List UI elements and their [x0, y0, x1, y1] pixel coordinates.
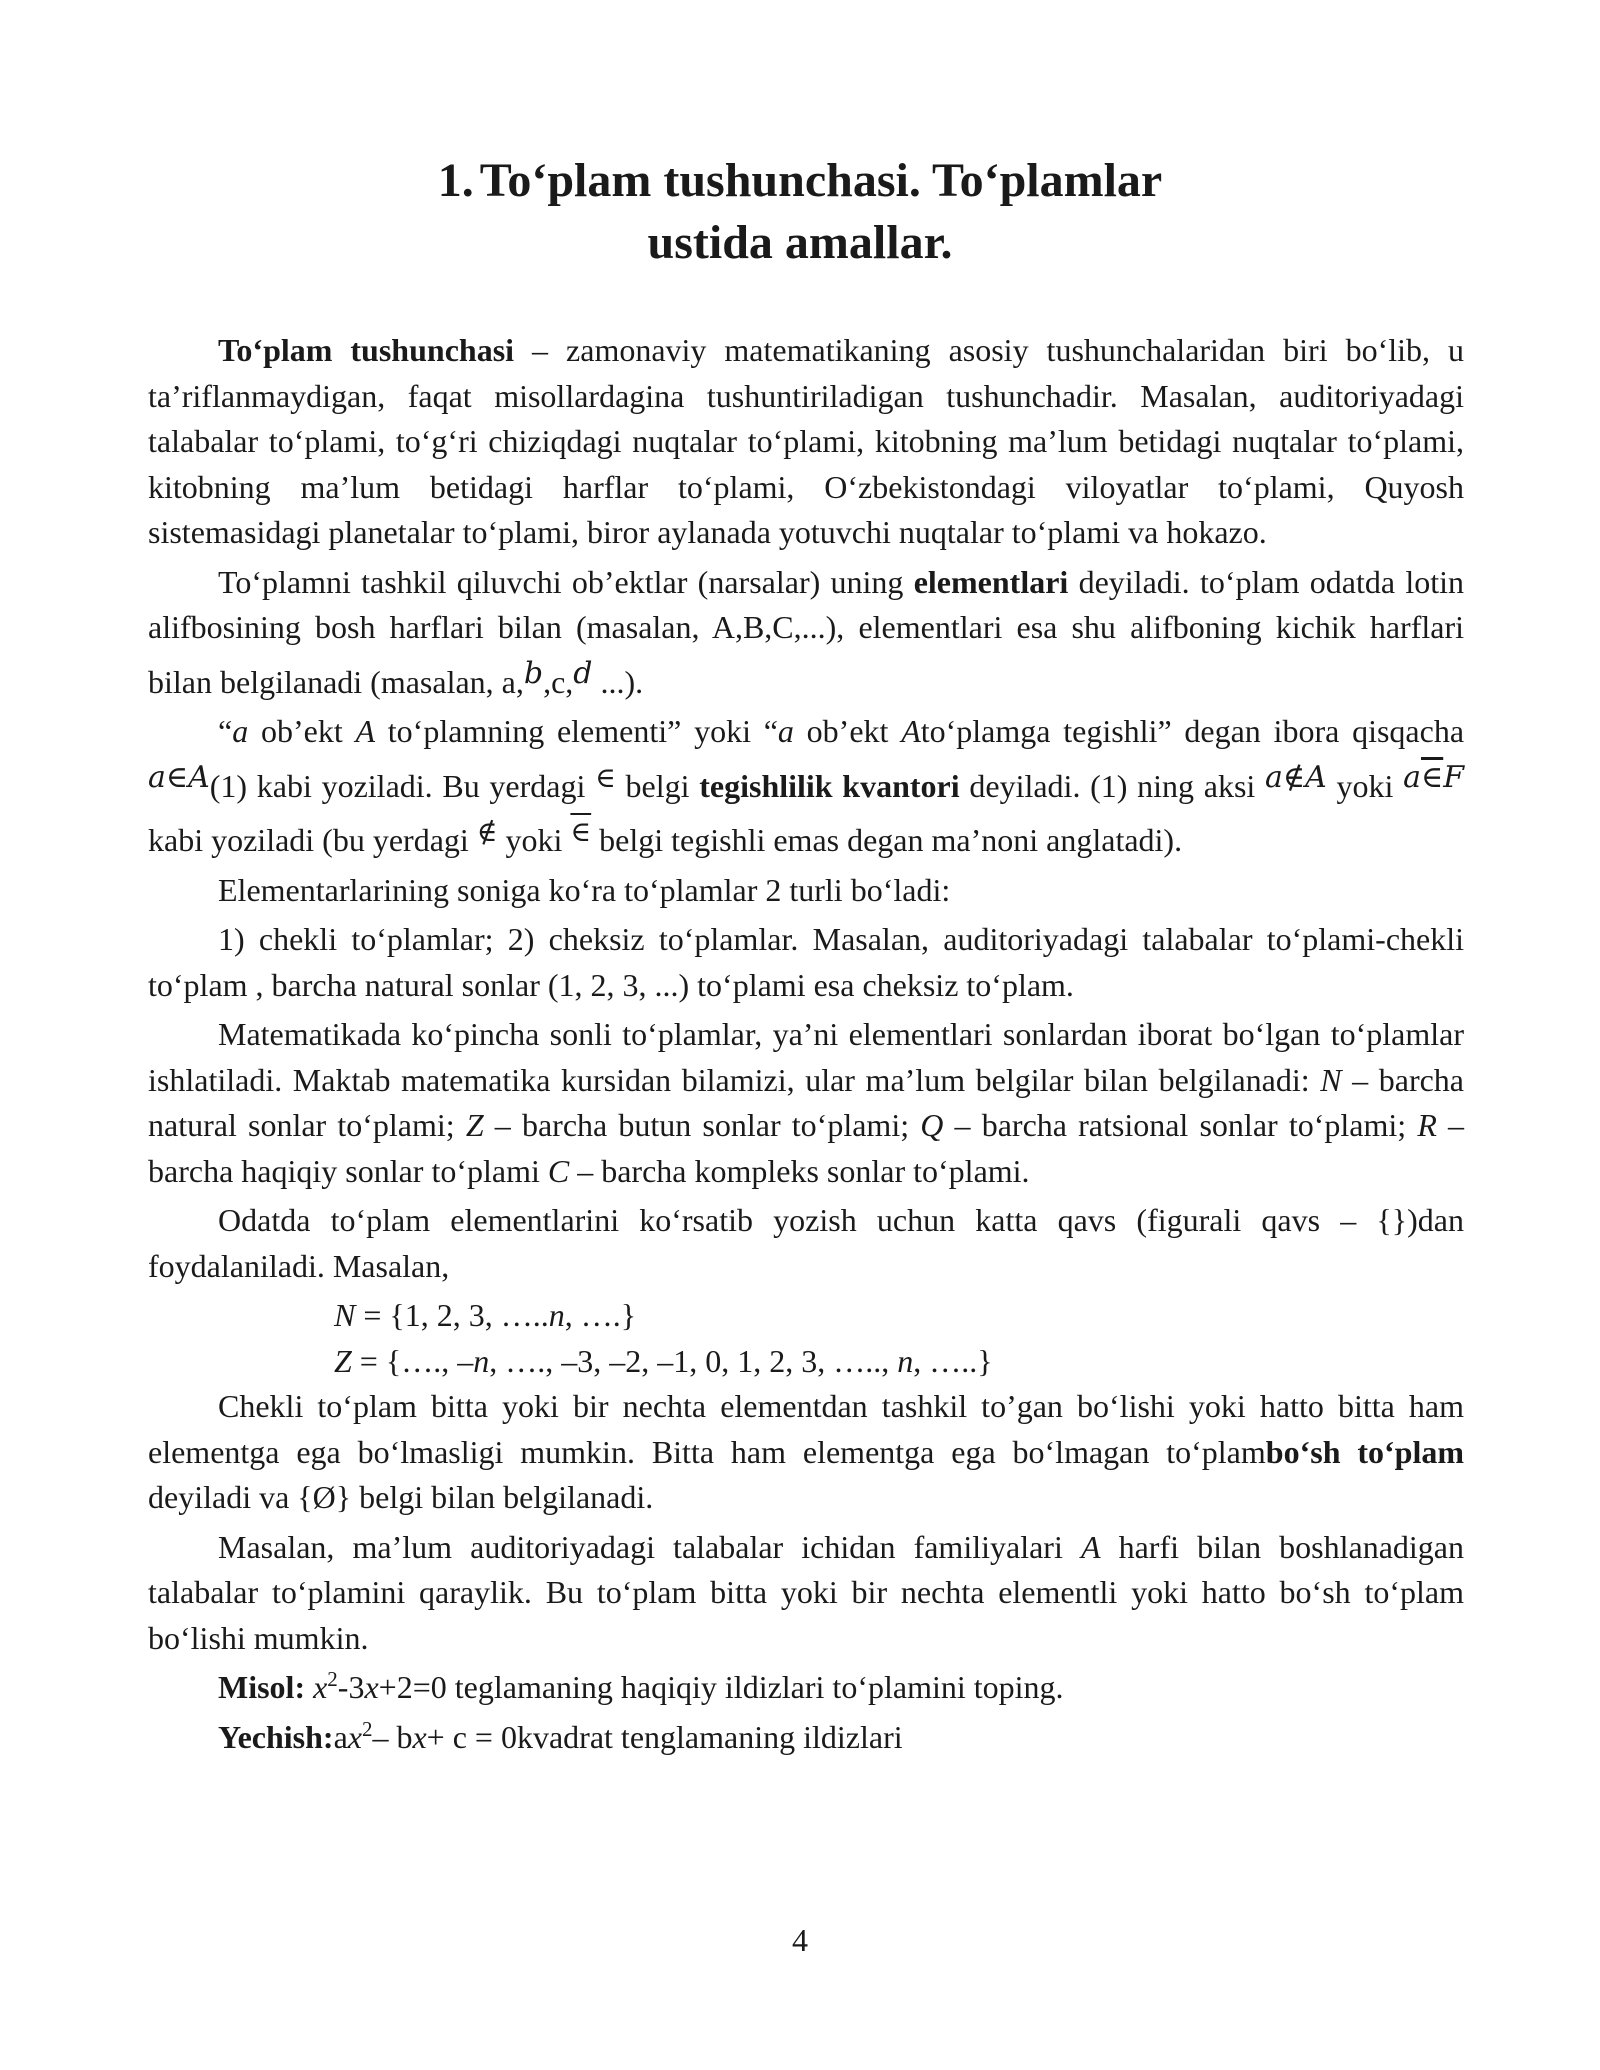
p3-text: yoki	[1326, 767, 1404, 804]
math-a: a	[777, 713, 794, 749]
formula-text: , …., –3, –2, –1, 0, 1, 2, 3, …..,	[489, 1342, 898, 1379]
p3-text: to‘plamga tegishli” degan ibora qisqacha	[920, 713, 1465, 749]
term-elementlari: elementlari	[913, 563, 1069, 600]
p6-text: – barcha kompleks sonlar to‘plami.	[569, 1152, 1030, 1189]
set-R: R	[1417, 1107, 1437, 1143]
formula-a-not-in-A: a∉A	[1265, 759, 1327, 795]
formula-text: = {1, 2, 3, …..	[355, 1297, 549, 1333]
p3-text: deyiladi. (1) ning aksi	[959, 767, 1266, 804]
p9-text: harfi bilan boshlanadigan talabalar to‘plamini qaraylik. Bu to‘plam bitta yoki bir nechta elementli yoki hatto bo‘sh to‘plam bo‘lishi mumkin.	[148, 1528, 1465, 1656]
math-a: a	[232, 713, 249, 749]
example-label: Misol:	[218, 1669, 306, 1705]
p6-text: – barcha natural sonlar to‘plami;	[148, 1061, 1465, 1143]
title-number: 1.	[437, 154, 474, 207]
p3-text: belgi	[615, 767, 700, 804]
math-x: x	[347, 1718, 362, 1755]
p2-text-b: deyiladi. to‘plam odatda lotin alifbosining bosh harflari bilan (masalan, A,B,C,...), elementlari esa shu alifboning kichik harflari bilan belgilanadi (masalan, a,	[148, 563, 1464, 700]
paragraph-6	[148, 1012, 1464, 1194]
paragraph-5: 1) chekli to‘plamlar; 2) cheksiz to‘plamlar. Masalan, auditoriyadagi talabalar to‘plami-chekli to‘plam , barcha natural sonlar (1, 2, 3, ...) to‘plami esa cheksiz to‘plam.	[148, 921, 1464, 1003]
p2-text-a: To‘plamni tashkil qiluvchi ob’ektlar (narsalar) uning	[218, 563, 914, 600]
element-of-symbol: ∈	[595, 760, 616, 794]
set-C: C	[547, 1152, 570, 1189]
solution-line	[148, 1715, 1464, 1761]
math-x: x	[364, 1669, 379, 1705]
term-tegishlilik-kvantori: tegishlilik kvantori	[699, 767, 960, 804]
solution-text: – b	[372, 1718, 413, 1755]
paragraph-3	[148, 709, 1464, 864]
math-b: b	[523, 655, 544, 691]
p3-text: kabi yoziladi (bu yerdagi	[148, 822, 477, 858]
p3-text: to‘plamning elementi” yoki “	[375, 713, 778, 749]
formula-a-overbar-in-F	[1403, 760, 1464, 795]
formula-text: , ….}	[564, 1297, 637, 1333]
exponent: 2	[361, 1716, 373, 1741]
p6-text: – barcha ratsional sonlar to‘plami;	[943, 1107, 1418, 1143]
p3-text: (1) kabi yoziladi. Bu yerdagi	[209, 767, 596, 804]
solution-text: a	[333, 1718, 348, 1755]
not-element-of-symbol: ∉	[476, 815, 498, 848]
p2-text-d: ...).	[592, 663, 644, 700]
term-bosh-toplam: bo‘sh to‘plam	[1265, 1433, 1465, 1470]
p6-text: – barcha butun sonlar to‘plami;	[483, 1107, 921, 1143]
math-n: n	[473, 1342, 490, 1379]
title-text-1: To‘plam tushunchasi. To‘plamlar	[479, 154, 1163, 207]
math-n: n	[548, 1297, 565, 1333]
set-Z: Z	[334, 1342, 352, 1379]
solution-label: Yechish:	[218, 1718, 334, 1755]
p8-text: Chekli to‘plam bitta yoki bir nechta elementdan tashkil to’gan bo‘lishi yoki hatto bitta ham elementga ega bo‘lmasligi mumkin. Bitta ham elementga ega bo‘lmagan to‘plam	[148, 1388, 1464, 1470]
set-N: N	[334, 1297, 356, 1333]
set-N: N	[1320, 1061, 1342, 1098]
set-Q: Q	[920, 1107, 944, 1143]
p6-text: – barcha haqiqiy sonlar to‘plami	[148, 1107, 1465, 1189]
paragraph-4: Elementarlarining soniga ko‘ra to‘plamlar 2 turli bo‘ladi:	[218, 871, 951, 908]
p3-quote: “	[218, 713, 233, 749]
term-toplam-tushunchasi: To‘plam tushunchasi	[218, 332, 515, 368]
math-a: a	[1403, 759, 1421, 795]
exponent: 2	[327, 1667, 338, 1691]
example-line	[148, 1665, 1464, 1711]
formula-Z	[148, 1339, 1464, 1385]
paragraph-7: Odatda to‘plam elementlarini ko‘rsatib yozish uchun katta qavs (figurali qavs – {})dan foydalaniladi. Masalan,	[148, 1202, 1464, 1284]
paragraph-1	[148, 328, 1464, 556]
p6-text: Matematikada ko‘pincha sonli to‘plamlar, ya’ni elementlari sonlardan iborat bo‘lgan to‘plamlar ishlatiladi. Maktab matematika kursidan bilamizi, ular ma’lum belgilar bilan belgilanadi:	[148, 1016, 1464, 1098]
paragraph-9	[148, 1525, 1464, 1662]
example-text: +2=0 teglamaning haqiqiy ildizlari to‘plamini toping.	[378, 1669, 1064, 1705]
math-x: x	[313, 1669, 328, 1705]
paragraph-2	[148, 560, 1464, 706]
paragraph-8	[148, 1384, 1464, 1521]
title-line-2: ustida amallar.	[647, 216, 953, 269]
math-n: n	[897, 1342, 914, 1379]
math-d: d	[573, 655, 593, 691]
example-text: -3	[337, 1669, 365, 1705]
p3-text: ob’ekt	[793, 713, 902, 749]
formula-a-in-A: a∈A	[148, 759, 210, 795]
math-A: A	[355, 713, 376, 749]
overbar-element-of: ∈	[1421, 759, 1444, 795]
math-A: A	[1080, 1528, 1101, 1565]
page-title	[0, 150, 1600, 274]
p9-text: Masalan, ma’lum auditoriyadagi talabalar ichidan familiyalari	[218, 1528, 1081, 1565]
formula-text: , …..}	[913, 1342, 993, 1379]
formula-text: = {…., –	[351, 1342, 474, 1379]
body-text	[148, 328, 1464, 1764]
set-Z: Z	[465, 1107, 484, 1143]
math-F: F	[1443, 759, 1465, 795]
p8-text: deyiladi va {Ø} belgi bilan belgilanadi.	[148, 1479, 654, 1515]
paragraph-1-text: – zamonaviy matematikaning asosiy tushunchalaridan biri bo‘lib, u ta’riflanmaydigan, faqat misollardagina tushuntiriladigan tushunchadir. Masalan, auditoriyadagi talabalar to‘plami, to‘g‘ri chiziqdagi nuqtalar to‘plami, kitobning ma’lum betidagi nuqtalar to‘plami, kitobning ma’lum betidagi harflar to‘plami, O‘zbekistondagi viloyatlar to‘plami, Quyosh sistemasidagi planetalar to‘plami, biror aylanada yotuvchi nuqtalar to‘plami va hokazo.	[148, 332, 1465, 550]
math-x: x	[412, 1718, 427, 1755]
overbar-element-of-symbol: ∈	[570, 815, 592, 848]
title-line-1	[0, 150, 1600, 212]
p2-text-c: ,c,	[543, 663, 574, 700]
p3-text: ob’ekt	[248, 713, 356, 749]
formula-N	[148, 1293, 1464, 1339]
math-A: A	[901, 713, 921, 749]
solution-text: + c = 0kvadrat tenglamaning ildizlari	[426, 1718, 903, 1755]
p3-text: belgi tegishli emas degan ma’noni anglatadi).	[591, 822, 1183, 858]
page-number: 4	[792, 1922, 808, 1958]
p3-text: yoki	[497, 822, 571, 858]
